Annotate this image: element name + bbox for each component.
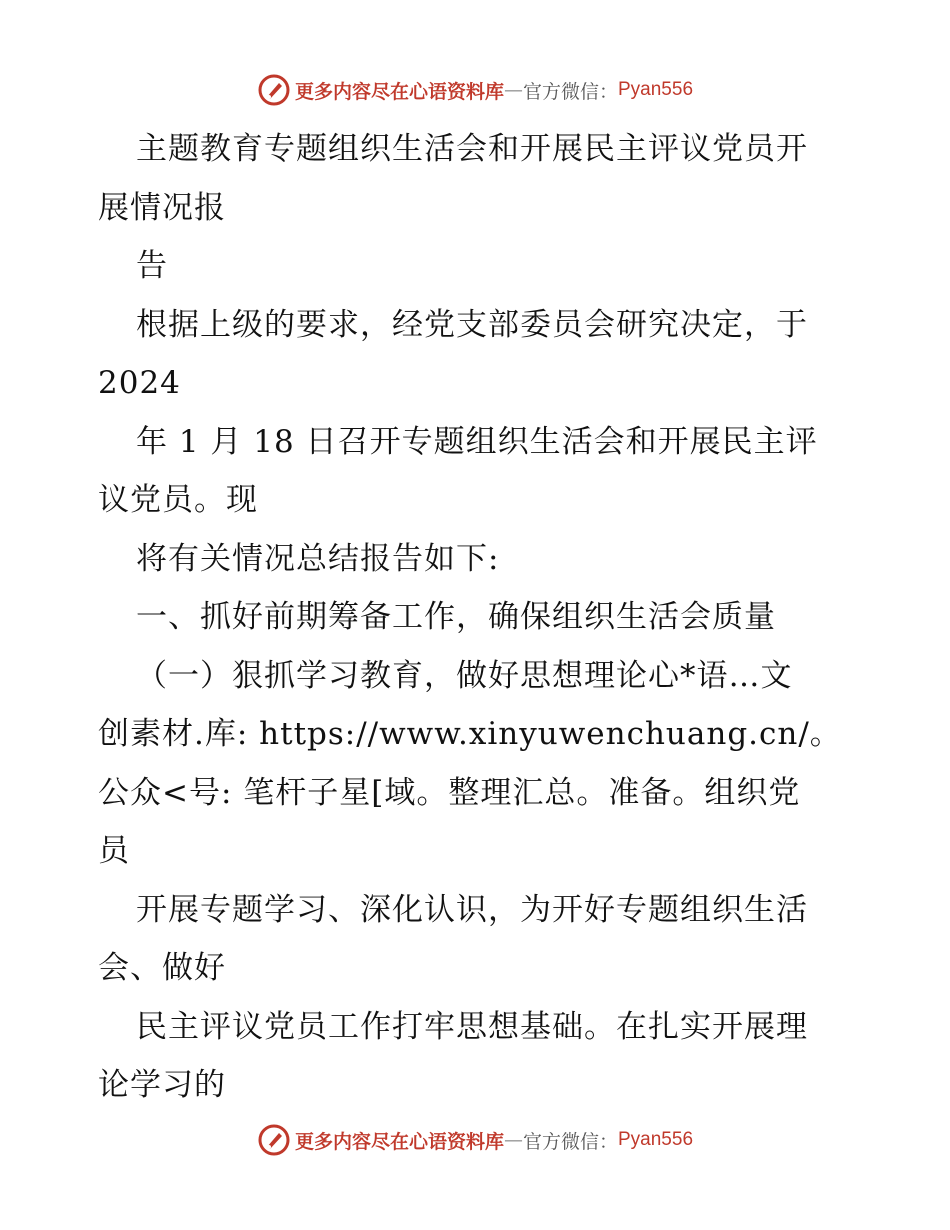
watermark-site-text: 更多内容尽在心语资料库 [294, 1130, 504, 1153]
doc-line: 年 1 月 18 日召开专题组织生活会和开展民主评 [136, 423, 818, 460]
doc-line: 公众<号: 笔杆子星[域。整理汇总。准备。组织党 [98, 774, 801, 811]
doc-line: 会、做好 [98, 950, 226, 986]
doc-line: 开展专题学习、深化认识，为开好专题组织生活 [136, 891, 808, 928]
pen-nib-logo-icon [257, 73, 291, 107]
doc-line: 员 [98, 833, 130, 869]
doc-line: 创素材.库: https://www.xinyuwenchuang.cn/。 [98, 716, 842, 752]
doc-section-heading: 一、抓好前期筹备工作，确保组织生活会质量 [136, 599, 776, 635]
doc-line: 将有关情况总结报告如下: [136, 540, 500, 577]
doc-line: 民主评议党员工作打牢思想基础。在扎实开展理 [136, 1008, 808, 1045]
doc-line-title-3: 告 [136, 248, 168, 284]
doc-line: 根据上级的要求，经党支部委员会研究决定，于 [136, 306, 808, 343]
watermark-separator: — [503, 79, 523, 101]
doc-subsection-heading: （一）狠抓学习教育，做好思想理论心*语…文 [136, 657, 793, 694]
watermark-label: 官方微信： [522, 1130, 618, 1153]
doc-line: 2024 [98, 365, 181, 401]
doc-line: 议党员。现 [98, 482, 258, 518]
doc-line-title-1: 主题教育专题组织生活会和开展民主评议党员开 [136, 131, 808, 167]
document-body [98, 120, 858, 1115]
watermark-label: 官方微信： [522, 80, 618, 103]
doc-line-title-2: 展情况报 [98, 189, 226, 226]
doc-line: 论学习的 [98, 1067, 226, 1103]
pen-nib-logo-icon [257, 1123, 291, 1157]
watermark-account: Pyan556 [618, 1129, 694, 1150]
watermark-site-text: 更多内容尽在心语资料库 [294, 80, 504, 103]
watermark-separator: — [503, 1129, 523, 1151]
footer-watermark [0, 1120, 950, 1160]
watermark-account: Pyan556 [618, 79, 694, 100]
header-watermark [0, 70, 950, 110]
